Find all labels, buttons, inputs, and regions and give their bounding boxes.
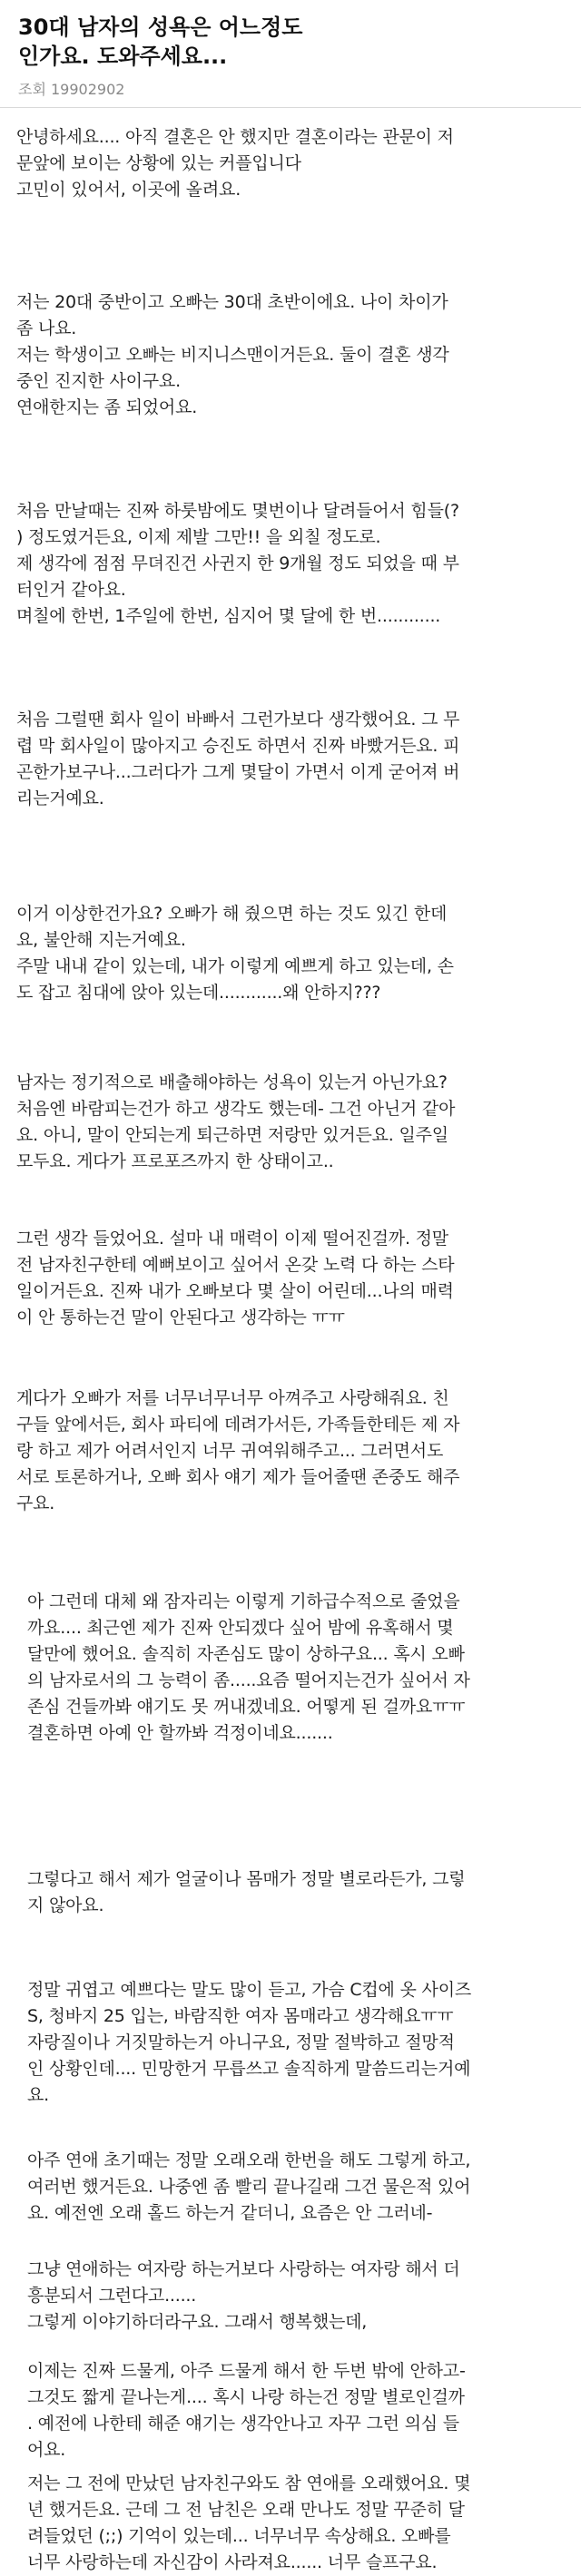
- post-paragraph: 이거 이상한건가요? 오빠가 해 줬으면 하는 것도 있긴 한데 요, 불안해 지는거예요. 주말 내내 같이 있는데, 내가 이렇게 예쁘게 하고 있는데, 손 도 잡고 침대에 앉아 있는데............왜 안하지???: [16, 904, 454, 1003]
- view-count: 조회 19902902: [18, 81, 125, 98]
- post-paragraph: 아 그런데 대체 왜 잠자리는 이렇게 기하급수적으로 줄었을 까요.... 최근엔 제가 진짜 안되겠다 싶어 밤에 유혹해서 몇 달만에 했어요. 솔직히 자존심도 많이 상하구요... 혹시 오빠 의 남자로서의 그 능력이 좀.....요즘 떨어지는건가 싶어서 자 존심 건들까봐 얘기도 못 꺼내겠네요. 어떻게 된 걸까요ㅠㅠ 결혼하면 아예 안 할까봐 걱정이네요.......: [27, 1592, 470, 1743]
- post-paragraph: 그런 생각 들었어요. 설마 내 매력이 이제 떨어진걸까. 정말 전 남자친구한테 예뻐보이고 싶어서 온갖 노력 다 하는 스타 일이거든요. 진짜 내가 오빠보다 몇 살이 어린데...나의 매력 이 안 통하는건 말이 안된다고 생각하는 ㅠㅠ: [16, 1229, 455, 1327]
- post-paragraph: 저는 그 전에 만났던 남자친구와도 참 연애를 오래했어요. 몇 년 했거든요. 근데 그 전 남친은 오래 만나도 정말 꾸준히 달 려들었던 (;;) 기억이 있는데... 너무너무 속상해요. 오빠를 너무 사랑하는데 자신감이 사라져요...... 너무 슬프구요.: [27, 2473, 471, 2572]
- post-title: 30대 남자의 성욕은 어느정도 인가요. 도와주세요...: [18, 15, 303, 69]
- post-header: [0, 0, 581, 107]
- post-paragraph: 처음 그럴땐 회사 일이 바빠서 그런가보다 생각했어요. 그 무 렵 막 회사일이 많아지고 승진도 하면서 진짜 바빴거든요. 피 곤한가보구나...그러다가 그게 몇달이 가면서 이게 굳어져 버 리는거예요.: [16, 710, 460, 808]
- post-paragraph: 게다가 오빠가 저를 너무너무너무 아껴주고 사랑해줘요. 친 구들 앞에서든, 회사 파티에 데려가서든, 가족들한테든 제 자 랑 하고 제가 어려서인지 너무 귀여워해주고... 그러면서도 서로 토론하거나, 오빠 회사 얘기 제가 들어줄땐 존중도 해주 구요.: [16, 1388, 460, 1513]
- post-paragraph: 그렇다고 해서 제가 얼굴이나 몸매가 정말 별로라든가, 그렇 지 않아요.: [27, 1869, 466, 1915]
- post-paragraph: 이제는 진짜 드물게, 아주 드물게 해서 한 두번 밖에 안하고- 그것도 짧게 끝나는게.... 혹시 나랑 하는건 정말 별로인걸까 . 예전에 나한테 해준 얘기는 생각안나고 자꾸 그런 의심 들 어요.: [27, 2361, 466, 2460]
- post-paragraph: 저는 20대 중반이고 오빠는 30대 초반이에요. 나이 차이가 좀 나요. 저는 학생이고 오빠는 비지니스맨이거든요. 둘이 결혼 생각 중인 진지한 사이구요. 연애한지는 좀 되었어요.: [16, 292, 449, 417]
- post-paragraph: 그냥 연애하는 여자랑 하는거보다 사랑하는 여자랑 해서 더 흥분되서 그런다고...... 그렇게 이야기하더라구요. 그래서 행복했는데,: [27, 2259, 460, 2332]
- post-paragraph: 정말 귀엽고 예쁘다는 말도 많이 듣고, 가슴 C컵에 옷 사이즈 S, 청바지 25 입는, 바람직한 여자 몸매라고 생각해요ㅠㅠ 자랑질이나 거짓말하는거 아니구요, 정말 절박하고 절망적 인 상황인데.... 민망한거 무릅쓰고 솔직하게 말씀드리는거예 요.: [27, 1980, 472, 2105]
- post-paragraph: 남자는 정기적으로 배출해야하는 성욕이 있는거 아닌가요? 처음엔 바람피는건가 하고 생각도 했는데- 그건 아닌거 같아 요. 아니, 말이 안되는게 퇴근하면 저랑만 있거든요. 일주일 모두요. 게다가 프로포즈까지 한 상태이고..: [16, 1073, 456, 1171]
- post-paragraph: 처음 만날때는 진짜 하룻밤에도 몇번이나 달려들어서 힘들(? ) 정도였거든요, 이제 제발 그만!! 을 외칠 정도로. 제 생각에 점점 무뎌진건 사귄지 한 9개월 정도 되었을 때 부 터인거 같아요. 며칠에 한번, 1주일에 한번, 심지어 몇 달에 한 번............: [16, 501, 459, 626]
- header-divider: [0, 107, 581, 108]
- post-paragraph: 아주 연애 초기때는 정말 오래오래 한번을 해도 그렇게 하고, 여러번 했거든요. 나중엔 좀 빨리 끝나길래 그건 물은적 있어 요. 예전엔 오래 홀드 하는거 같더니, 요즘은 안 그러네-: [27, 2150, 471, 2223]
- post-paragraph: 안녕하세요.... 아직 결혼은 안 했지만 결혼이라는 관문이 저 문앞에 보이는 상황에 있는 커플입니다 고민이 있어서, 이곳에 올려요.: [16, 127, 454, 200]
